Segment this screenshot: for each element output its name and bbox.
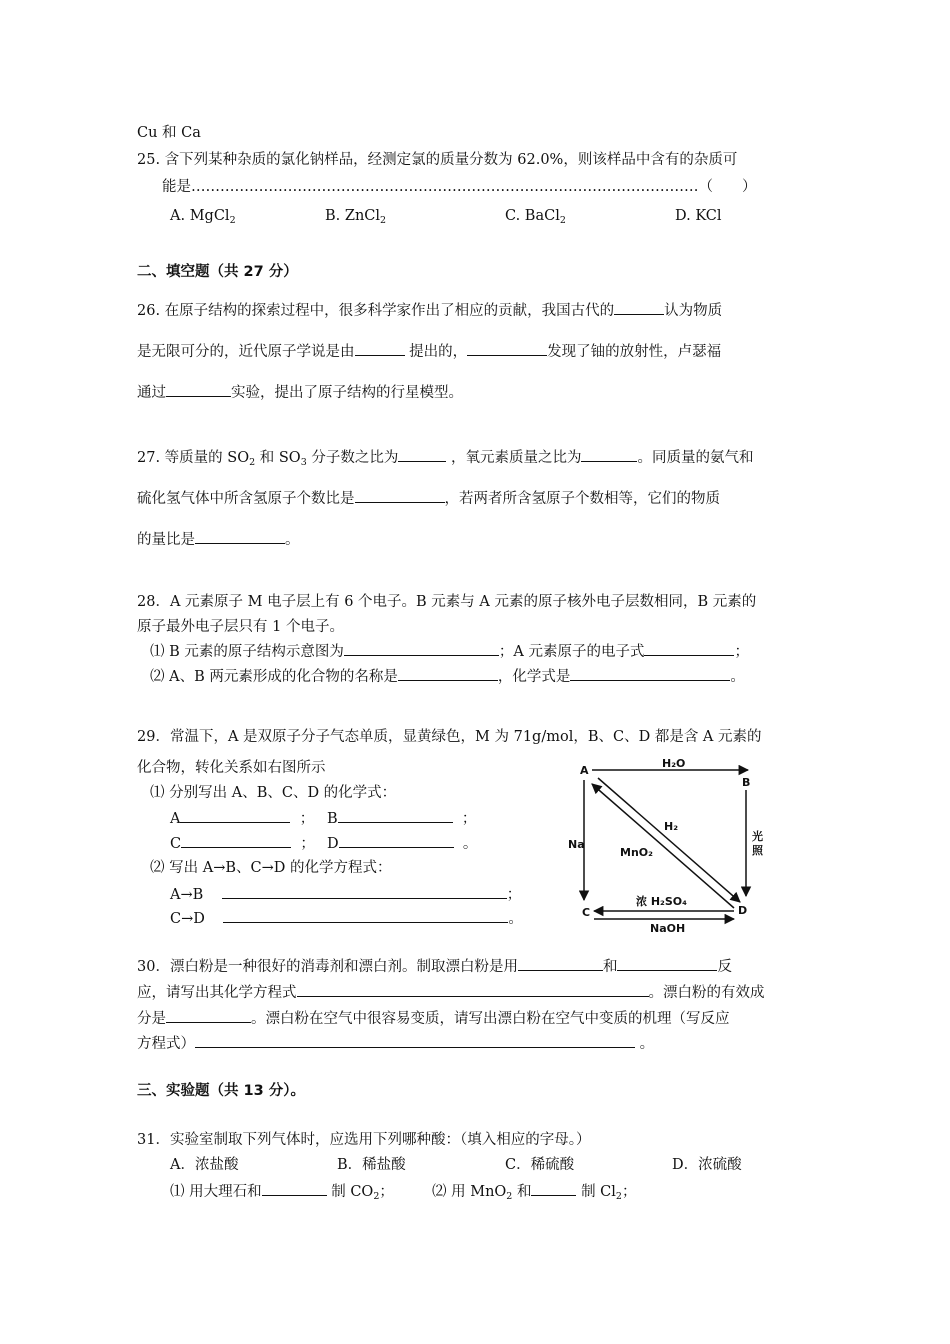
q29-part-2: ⑵ 写出 A→B、C→D 的化学方程式： <box>150 860 392 876</box>
q29-answer-a: A ； <box>170 808 314 829</box>
q27-blank-3[interactable] <box>355 488 445 503</box>
q31-option-d: D．浓硫酸 <box>672 1157 742 1173</box>
q30-blank-2[interactable] <box>617 956 717 971</box>
q30-blank-5[interactable] <box>195 1033 635 1048</box>
q31-part-2: ⑵ 用 MnO$_2$ 和 制 $Cl_2$； <box>432 1181 636 1202</box>
q31-stem: 31．实验室制取下列气体时，应选用下列哪种酸：（填入相应的字母。） <box>137 1132 591 1148</box>
q25-option-d: D. KCl <box>675 208 722 224</box>
q29-equation-1: A→B ； <box>170 884 521 905</box>
q29-blank-a[interactable] <box>180 808 290 823</box>
node-d: D <box>738 904 748 917</box>
q29-blank-eq2[interactable] <box>223 908 508 923</box>
q29-stem: 29．常温下，A 是双原子分子气态单质，显黄绿色，M 为 71g/mol，B、C、D 都是含 A 元素的 <box>137 729 762 745</box>
label-light-1: 光 <box>752 830 763 843</box>
q29-answer-b: B ； <box>327 808 476 829</box>
q27-blank-2[interactable] <box>581 447 637 462</box>
previous-answer-tail: Cu 和 Ca <box>137 125 201 141</box>
node-c: C <box>582 906 591 919</box>
q28-blank-3[interactable] <box>398 666 498 681</box>
q28-part-1: ⑴ B 元素的原子结构示意图为 ；A 元素原子的电子式 ； <box>150 641 749 662</box>
q28-blank-2[interactable] <box>644 641 734 656</box>
q26-line-3: 通过 实验，提出了原子结构的行星模型。 <box>137 382 463 403</box>
label-naoh: NaOH <box>650 922 686 935</box>
q29-blank-c[interactable] <box>181 833 291 848</box>
q31-blank-2[interactable] <box>531 1181 576 1196</box>
arrow-d-to-a <box>592 784 734 908</box>
q31-part-1: ⑴ 用大理石和 制 $CO_2$； <box>170 1181 394 1202</box>
q26-blank-2[interactable] <box>355 341 405 356</box>
q30-blank-1[interactable] <box>518 956 603 971</box>
q29-part-1: ⑴ 分别写出 A、B、C、D 的化学式： <box>150 785 397 801</box>
q29-answer-c: C ； <box>170 833 315 854</box>
q28-stem: 28．A 元素原子 M 电子层上有 6 个电子。B 元素与 A 元素的原子核外电子层数相同，B 元素的 <box>137 594 757 610</box>
q26-line-2: 是无限可分的，近代原子学说是由 提出的， 发现了铀的放射性，卢瑟福 <box>137 341 721 362</box>
q30-line-1: 30．漂白粉是一种很好的消毒剂和漂白剂。制取漂白粉是用 和 反 <box>137 956 732 977</box>
q25-stem: 25. 含下列某种杂质的氯化钠样品，经测定氯的质量分数为 62.0%，则该样品中含有的杂质可 <box>137 152 738 168</box>
q25-option-a: A. MgCl$_2$ <box>170 208 236 226</box>
q26-blank-1[interactable] <box>614 300 664 315</box>
q27-line-2: 硫化氢气体中所含氢原子个数比是 ，若两者所含氢原子个数相等，它们的物质 <box>137 488 720 509</box>
node-b: B <box>742 776 751 789</box>
q25-stem-cont: 能是……………………………………………………………………………………………（ ） <box>162 179 757 195</box>
q31-blank-1[interactable] <box>262 1181 327 1196</box>
label-conc-h2so4: 浓 H₂SO₄ <box>636 895 687 908</box>
q30-line-4: 方程式） 。 <box>137 1033 654 1054</box>
q31-option-c: C．稀硫酸 <box>505 1157 575 1173</box>
q25-option-b: B. ZnCl$_2$ <box>325 208 387 226</box>
q31-option-a: A．浓盐酸 <box>170 1157 239 1173</box>
label-h2: H₂ <box>664 820 679 833</box>
q26-line-1: 26. 在原子结构的探索过程中，很多科学家作出了相应的贡献，我国古代的 认为物质 <box>137 300 722 321</box>
q28-blank-1[interactable] <box>344 641 499 656</box>
q29-blank-b[interactable] <box>338 808 453 823</box>
q25-option-c: C. BaCl$_2$ <box>505 208 566 226</box>
q29-blank-eq1[interactable] <box>222 884 507 899</box>
q30-line-2: 应，请写出其化学方程式 。漂白粉的有效成 <box>137 982 765 1003</box>
arrow-a-to-d <box>598 778 740 902</box>
conversion-diagram <box>570 758 770 938</box>
q30-line-3: 分是 。漂白粉在空气中很容易变质，请写出漂白粉在空气中变质的机理（写反应 <box>137 1008 730 1029</box>
label-h2o: H₂O <box>662 757 686 770</box>
section-3-heading: 三、实验题（共 13 分）。 <box>137 1083 306 1099</box>
q28-blank-4[interactable] <box>570 666 730 681</box>
q27-line-1: 27. 等质量的 $SO_2$ 和 $SO_3$ 分子数之比为 ，氧元素质量之比为 。同质量的氨气和 <box>137 447 753 468</box>
q31-option-b: B．稀盐酸 <box>337 1157 406 1173</box>
q27-line-3: 的量比是 。 <box>137 529 300 550</box>
label-mno2: MnO₂ <box>620 846 653 859</box>
label-light-2: 照 <box>752 844 763 857</box>
q29-blank-d[interactable] <box>339 833 454 848</box>
q28-stem-cont: 原子最外电子层只有 1 个电子。 <box>137 619 344 635</box>
q29-answer-d: D 。 <box>327 833 477 854</box>
q26-blank-3[interactable] <box>467 341 547 356</box>
section-2-heading: 二、填空题（共 27 分） <box>137 264 298 280</box>
node-a: A <box>580 764 589 777</box>
q27-blank-4[interactable] <box>195 529 285 544</box>
q30-blank-3[interactable] <box>297 982 649 997</box>
q30-blank-4[interactable] <box>166 1008 251 1023</box>
q26-blank-4[interactable] <box>166 382 231 397</box>
q27-blank-1[interactable] <box>398 447 446 462</box>
q28-part-2: ⑵ A、B 两元素形成的化合物的名称是 ，化学式是 。 <box>150 666 745 687</box>
q29-stem-cont: 化合物，转化关系如右图所示 <box>137 760 326 776</box>
q29-equation-2: C→D 。 <box>170 908 523 929</box>
label-na: Na <box>568 838 585 851</box>
